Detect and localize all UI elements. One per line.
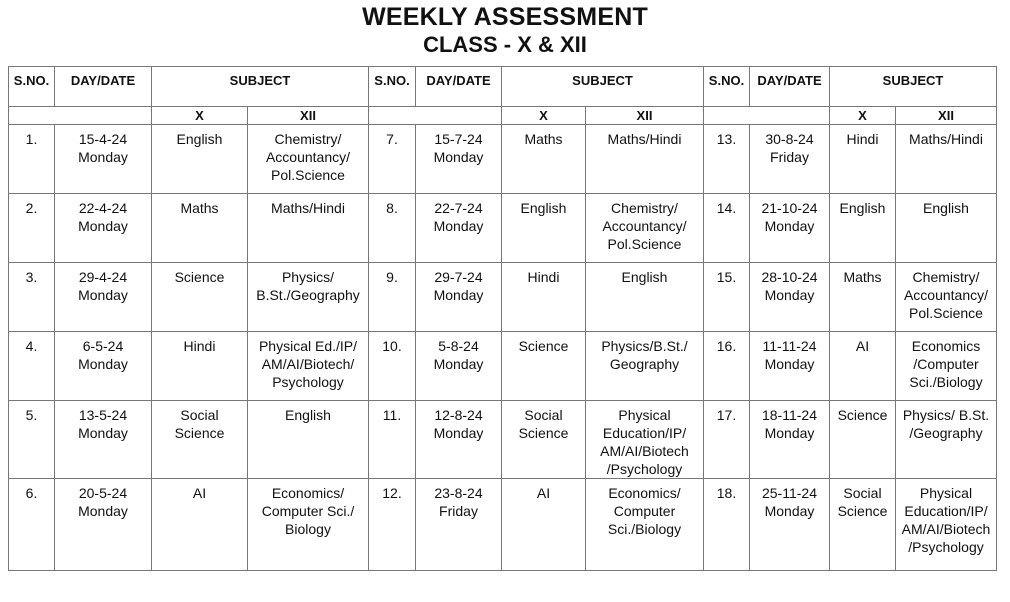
cell-subject-x bbox=[502, 401, 586, 479]
cell-subject-xii-text: Chemistry/ Accountancy/ Pol.Science bbox=[903, 269, 989, 321]
cell-sno-text: 15. bbox=[716, 269, 737, 285]
cell-day-date bbox=[750, 332, 830, 401]
cell-sno bbox=[9, 332, 55, 401]
cell-subject-x-text: Hindi bbox=[183, 338, 216, 354]
cell-day-date-text: 22-4-24 Monday bbox=[78, 200, 128, 234]
cell-sno bbox=[9, 479, 55, 571]
cell-sno bbox=[9, 125, 55, 194]
cell-sno-text: 2. bbox=[25, 200, 38, 216]
cell-day-date bbox=[416, 479, 502, 571]
cell-subject-x bbox=[152, 125, 248, 194]
cell-sno-text: 10. bbox=[382, 338, 402, 354]
subheader-class-x: X bbox=[152, 107, 248, 125]
cell-sno bbox=[9, 263, 55, 332]
cell-subject-xii bbox=[896, 263, 997, 332]
cell-subject-xii-text: English bbox=[285, 407, 331, 423]
table-row bbox=[9, 194, 997, 263]
cell-subject-xii-text: Physical Education/IP/ AM/AI/Biotech /Psychology bbox=[901, 485, 991, 555]
cell-day-date bbox=[55, 263, 152, 332]
cell-sno bbox=[369, 332, 416, 401]
cell-subject-xii-text: Economics /Computer Sci./Biology bbox=[909, 338, 983, 390]
cell-subject-x bbox=[830, 125, 896, 194]
cell-sno bbox=[9, 194, 55, 263]
cell-subject-x-text: English bbox=[520, 200, 567, 216]
cell-sno-text: 9. bbox=[386, 269, 398, 285]
cell-day-date bbox=[750, 194, 830, 263]
page-title: WEEKLY ASSESSMENT bbox=[362, 3, 648, 31]
page-subtitle: CLASS - X & XII bbox=[423, 32, 587, 57]
cell-subject-xii bbox=[896, 125, 997, 194]
cell-sno bbox=[369, 194, 416, 263]
cell-day-date-text: 29-7-24 Monday bbox=[433, 269, 484, 303]
cell-sno-text: 8. bbox=[386, 200, 398, 216]
cell-subject-x-text: Social Science bbox=[174, 407, 225, 441]
subheader-blank bbox=[9, 107, 152, 125]
cell-subject-x bbox=[152, 263, 248, 332]
cell-day-date bbox=[55, 125, 152, 194]
cell-sno bbox=[704, 263, 750, 332]
cell-subject-xii-text: Chemistry/ Accountancy/ Pol.Science bbox=[265, 131, 351, 183]
header-daydate: DAY/DATE bbox=[416, 67, 502, 107]
cell-subject-x-text: Maths bbox=[524, 131, 563, 147]
cell-sno bbox=[369, 263, 416, 332]
cell-sno bbox=[704, 125, 750, 194]
subheader-blank bbox=[369, 107, 502, 125]
cell-sno-text: 5. bbox=[25, 407, 38, 423]
header-daydate: DAY/DATE bbox=[55, 67, 152, 107]
cell-day-date bbox=[750, 263, 830, 332]
cell-day-date bbox=[55, 401, 152, 479]
cell-subject-xii-text: Economics/ Computer Sci./Biology bbox=[607, 485, 682, 537]
cell-subject-x-text: Maths bbox=[180, 200, 219, 216]
cell-subject-x bbox=[502, 125, 586, 194]
cell-day-date-text: 21-10-24 Monday bbox=[761, 200, 818, 234]
cell-day-date-text: 5-8-24 Monday bbox=[433, 338, 484, 372]
subheader-class-x: X bbox=[830, 107, 896, 125]
cell-subject-x bbox=[152, 479, 248, 571]
cell-subject-x bbox=[152, 194, 248, 263]
cell-subject-xii bbox=[586, 263, 704, 332]
cell-subject-x bbox=[502, 263, 586, 332]
cell-day-date bbox=[750, 479, 830, 571]
cell-subject-x-text: Science bbox=[518, 338, 569, 354]
header-sno: S.NO. bbox=[9, 67, 55, 107]
cell-day-date-text: 11-11-24 Monday bbox=[762, 338, 817, 372]
cell-sno-text: 12. bbox=[382, 485, 402, 501]
schedule-body bbox=[9, 125, 997, 571]
cell-sno-text: 18. bbox=[716, 485, 737, 501]
cell-subject-xii bbox=[586, 401, 704, 479]
cell-subject-xii-text: Physics/B.St./ Geography bbox=[601, 338, 688, 372]
cell-subject-x-text: Hindi bbox=[846, 131, 879, 147]
cell-subject-xii bbox=[248, 194, 369, 263]
cell-subject-x bbox=[830, 401, 896, 479]
cell-subject-xii-text: Chemistry/ Accountancy/ Pol.Science bbox=[602, 200, 687, 252]
header-subject: SUBJECT bbox=[830, 67, 997, 107]
table-row bbox=[9, 263, 997, 332]
header-sno: S.NO. bbox=[704, 67, 750, 107]
cell-subject-x bbox=[152, 332, 248, 401]
cell-day-date-text: 23-8-24 Friday bbox=[434, 485, 483, 519]
cell-day-date bbox=[750, 125, 830, 194]
cell-sno bbox=[704, 194, 750, 263]
cell-subject-xii-text: Physics/ B.St./Geography bbox=[256, 269, 360, 303]
cell-subject-xii bbox=[248, 401, 369, 479]
cell-subject-x bbox=[502, 194, 586, 263]
cell-subject-xii-text: Economics/ Computer Sci./ Biology bbox=[261, 485, 355, 537]
table-row bbox=[9, 479, 997, 571]
cell-day-date-text: 22-7-24 Monday bbox=[433, 200, 484, 234]
subheader-blank bbox=[704, 107, 830, 125]
cell-day-date bbox=[55, 479, 152, 571]
cell-subject-xii bbox=[896, 194, 997, 263]
assessment-schedule-table bbox=[8, 66, 997, 571]
cell-subject-x-text: Maths bbox=[843, 269, 882, 285]
header-subject: SUBJECT bbox=[502, 67, 704, 107]
cell-sno bbox=[704, 479, 750, 571]
cell-subject-x-text: AI bbox=[855, 338, 870, 354]
cell-sno-text: 13. bbox=[716, 131, 737, 147]
cell-sno bbox=[704, 401, 750, 479]
cell-sno bbox=[369, 479, 416, 571]
cell-day-date-text: 13-5-24 Monday bbox=[78, 407, 128, 441]
subheader-class-xii: XII bbox=[896, 107, 997, 125]
header-daydate: DAY/DATE bbox=[750, 67, 830, 107]
cell-subject-xii bbox=[586, 479, 704, 571]
cell-subject-x bbox=[830, 479, 896, 571]
cell-subject-x bbox=[830, 332, 896, 401]
cell-subject-xii-text: Physics/ B.St. /Geography bbox=[902, 407, 990, 441]
cell-day-date bbox=[55, 332, 152, 401]
cell-sno bbox=[369, 401, 416, 479]
cell-day-date-text: 28-10-24 Monday bbox=[761, 269, 818, 303]
cell-subject-xii bbox=[248, 479, 369, 571]
cell-subject-xii-text: Physical Education/IP/ AM/AI/Biotech /Psychology bbox=[600, 407, 689, 477]
table-row bbox=[9, 125, 997, 194]
cell-subject-x-text: Science bbox=[837, 407, 888, 423]
cell-subject-x bbox=[830, 263, 896, 332]
cell-day-date bbox=[416, 194, 502, 263]
cell-subject-x-text: AI bbox=[192, 485, 207, 501]
subheader-row bbox=[9, 107, 997, 125]
cell-subject-xii bbox=[896, 332, 997, 401]
cell-subject-xii bbox=[896, 479, 997, 571]
cell-day-date bbox=[416, 401, 502, 479]
cell-day-date-text: 29-4-24 Monday bbox=[78, 269, 128, 303]
cell-subject-x-text: English bbox=[839, 200, 886, 216]
cell-sno-text: 3. bbox=[25, 269, 38, 285]
cell-subject-xii-text: Physical Ed./IP/ AM/AI/Biotech/ Psychology bbox=[258, 338, 358, 390]
cell-day-date-text: 15-4-24 Monday bbox=[78, 131, 128, 165]
cell-subject-xii bbox=[248, 332, 369, 401]
cell-subject-x-text: Hindi bbox=[527, 269, 560, 285]
cell-day-date bbox=[416, 332, 502, 401]
cell-subject-xii bbox=[248, 125, 369, 194]
cell-day-date bbox=[750, 401, 830, 479]
cell-subject-xii-text: English bbox=[621, 269, 668, 285]
subheader-class-xii: XII bbox=[586, 107, 704, 125]
cell-day-date-text: 25-11-24 Monday bbox=[761, 485, 817, 519]
cell-sno bbox=[704, 332, 750, 401]
cell-day-date-text: 15-7-24 Monday bbox=[433, 131, 484, 165]
cell-subject-x bbox=[152, 401, 248, 479]
cell-subject-xii bbox=[586, 332, 704, 401]
header-row bbox=[9, 67, 997, 107]
subheader-class-x: X bbox=[502, 107, 586, 125]
cell-sno-text: 14. bbox=[716, 200, 737, 216]
cell-subject-x bbox=[502, 479, 586, 571]
cell-subject-xii bbox=[896, 401, 997, 479]
cell-day-date-text: 30-8-24 Friday bbox=[765, 131, 814, 165]
cell-subject-x-text: English bbox=[176, 131, 223, 147]
cell-day-date bbox=[55, 194, 152, 263]
subheader-class-xii: XII bbox=[248, 107, 369, 125]
cell-sno bbox=[9, 401, 55, 479]
cell-sno-text: 11. bbox=[382, 407, 402, 423]
cell-subject-x-text: Social Science bbox=[837, 485, 888, 519]
cell-subject-x-text: Science bbox=[174, 269, 225, 285]
cell-day-date-text: 20-5-24 Monday bbox=[78, 485, 128, 519]
cell-subject-x bbox=[502, 332, 586, 401]
cell-sno-text: 1. bbox=[25, 131, 38, 147]
cell-day-date bbox=[416, 125, 502, 194]
cell-subject-x-text: Social Science bbox=[518, 407, 569, 441]
cell-subject-xii bbox=[586, 194, 704, 263]
cell-subject-xii-text: Maths/Hindi bbox=[607, 131, 682, 147]
cell-sno-text: 16. bbox=[716, 338, 737, 354]
table-row bbox=[9, 401, 997, 479]
header-subject: SUBJECT bbox=[152, 67, 369, 107]
cell-sno-text: 17. bbox=[716, 407, 737, 423]
cell-day-date-text: 12-8-24 Monday bbox=[433, 407, 484, 441]
cell-day-date bbox=[416, 263, 502, 332]
cell-subject-x bbox=[830, 194, 896, 263]
cell-subject-xii-text: Maths/Hindi bbox=[271, 200, 345, 216]
cell-subject-xii-text: English bbox=[923, 200, 969, 216]
cell-sno-text: 4. bbox=[25, 338, 38, 354]
table-row bbox=[9, 332, 997, 401]
cell-day-date-text: 6-5-24 Monday bbox=[78, 338, 128, 372]
cell-subject-xii bbox=[248, 263, 369, 332]
cell-sno-text: 7. bbox=[386, 131, 398, 147]
cell-sno bbox=[369, 125, 416, 194]
header-sno: S.NO. bbox=[369, 67, 416, 107]
cell-sno-text: 6. bbox=[25, 485, 38, 501]
cell-subject-x-text: AI bbox=[536, 485, 551, 501]
cell-day-date-text: 18-11-24 Monday bbox=[761, 407, 817, 441]
cell-subject-xii bbox=[586, 125, 704, 194]
cell-subject-xii-text: Maths/Hindi bbox=[909, 131, 983, 147]
